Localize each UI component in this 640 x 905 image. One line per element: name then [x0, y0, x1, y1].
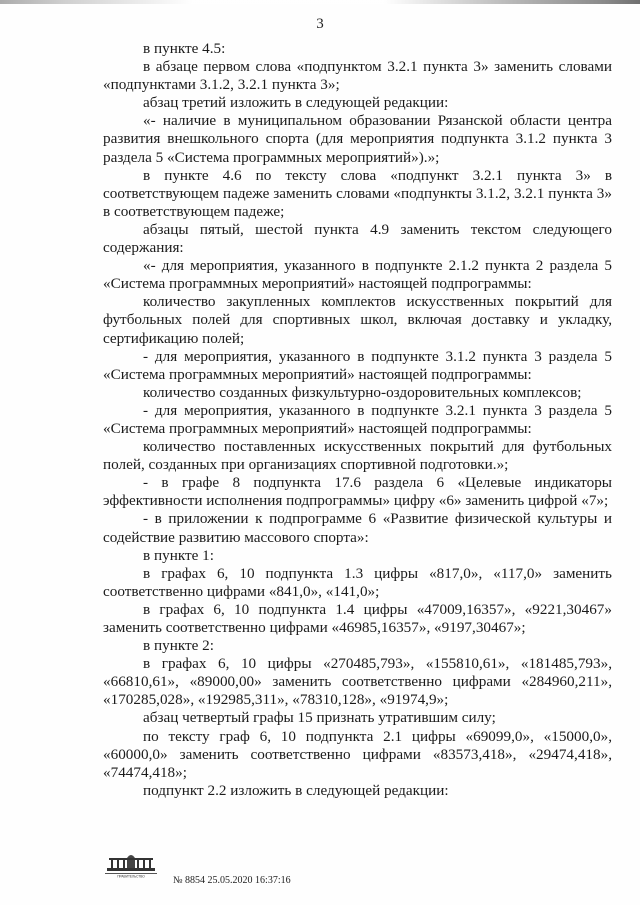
svg-text:ПРАВИТЕЛЬСТВО: ПРАВИТЕЛЬСТВО — [117, 874, 145, 878]
paragraph: - в приложении к подпрограмме 6 «Развитие физической культуры и содействие развитию массового спорта»: — [103, 510, 612, 546]
paragraph: «- наличие в муниципальном образовании Рязанской области центра развития внешкольного спорта (для мероприятия подпункта 3.1.2 пункта 3 раздела 5 «Система программных мероприятий»).»; — [103, 112, 612, 166]
paragraph: подпункт 2.2 изложить в следующей редакции: — [143, 781, 449, 799]
registration-stamp: № 8854 25.05.2020 16:37:16 — [173, 875, 291, 886]
paragraph: абзацы пятый, шестой пункта 4.9 заменить текстом следующего содержания: — [103, 220, 612, 257]
paragraph: в абзаце первом слова «подпунктом 3.2.1 пункта 3» заменить словами «подпунктами 3.1.2, 3.2.1 пункта 3»; — [103, 58, 612, 94]
paragraph: в графах 6, 10 подпункта 1.4 цифры «47009,16357», «9221,30467» заменить соответственно цифрами «46985,16357», «9197,30467»; — [103, 600, 612, 636]
paragraph: - для мероприятия, указанного в подпункте 3.2.1 пункта 3 раздела 5 «Система программных мероприятий» настоящей подпрограммы: — [103, 401, 612, 437]
paragraph: количество поставленных искусственных покрытий для футбольных полей, созданных при организациях спортивной подготовки.»; — [103, 438, 612, 474]
document-footer — [103, 850, 403, 890]
scan-edge — [0, 0, 640, 4]
paragraph: в пункте 2: — [143, 637, 214, 655]
paragraph: в графах 6, 10 подпункта 1.3 цифры «817,0», «117,0» заменить соответственно цифрами «841,0», «141,0»; — [103, 564, 612, 600]
paragraph: - для мероприятия, указанного в подпункте 3.1.2 пункта 3 раздела 5 «Система программных мероприятий» настоящей подпрограммы: — [103, 347, 612, 383]
paragraph: абзац четвертый графы 15 признать утратившим силу; — [143, 709, 496, 727]
paragraph: - в графе 8 подпункта 17.6 раздела 6 «Целевые индикаторы эффективности исполнения подпрограммы» цифру «6» заменить цифрой «7»; — [103, 474, 612, 510]
document-body — [103, 40, 612, 800]
government-building-logo — [103, 850, 159, 878]
paragraph: абзац третий изложить в следующей редакции: — [143, 94, 449, 112]
paragraph: в пункте 4.5: — [143, 40, 226, 57]
paragraph: «- для мероприятия, указанного в подпункте 2.1.2 пункта 2 раздела 5 «Система программных мероприятий» настоящей подпрограммы: — [103, 257, 612, 293]
paragraph: количество созданных физкультурно-оздоровительных комплексов; — [143, 383, 582, 401]
paragraph: по тексту граф 6, 10 подпункта 2.1 цифры «69099,0», «15000,0», «60000,0» заменить соответственно цифрами «83573,418», «29474,418», «74474,418»; — [103, 727, 612, 781]
page-number: 3 — [316, 16, 324, 32]
paragraph: в пункте 1: — [143, 546, 214, 564]
paragraph: в пункте 4.6 по тексту слова «подпункт 3.2.1 пункта 3» в соответствующем падеже заменить словами «подпункты 3.1.2, 3.2.1 пункта 3» в соответствующем падеже; — [103, 166, 612, 220]
paragraph: в графах 6, 10 цифры «270485,793», «155810,61», «181485,793», «66810,61», «89000,00» заменить соответственно цифрами «284960,211», «170285,028», «192985,311», «78310,128», «91974,9»; — [103, 655, 612, 709]
paragraph: количество закупленных комплектов искусственных покрытий для футбольных полей для спортивных школ, включая доставку и укладку, сертификацию полей; — [103, 293, 612, 347]
